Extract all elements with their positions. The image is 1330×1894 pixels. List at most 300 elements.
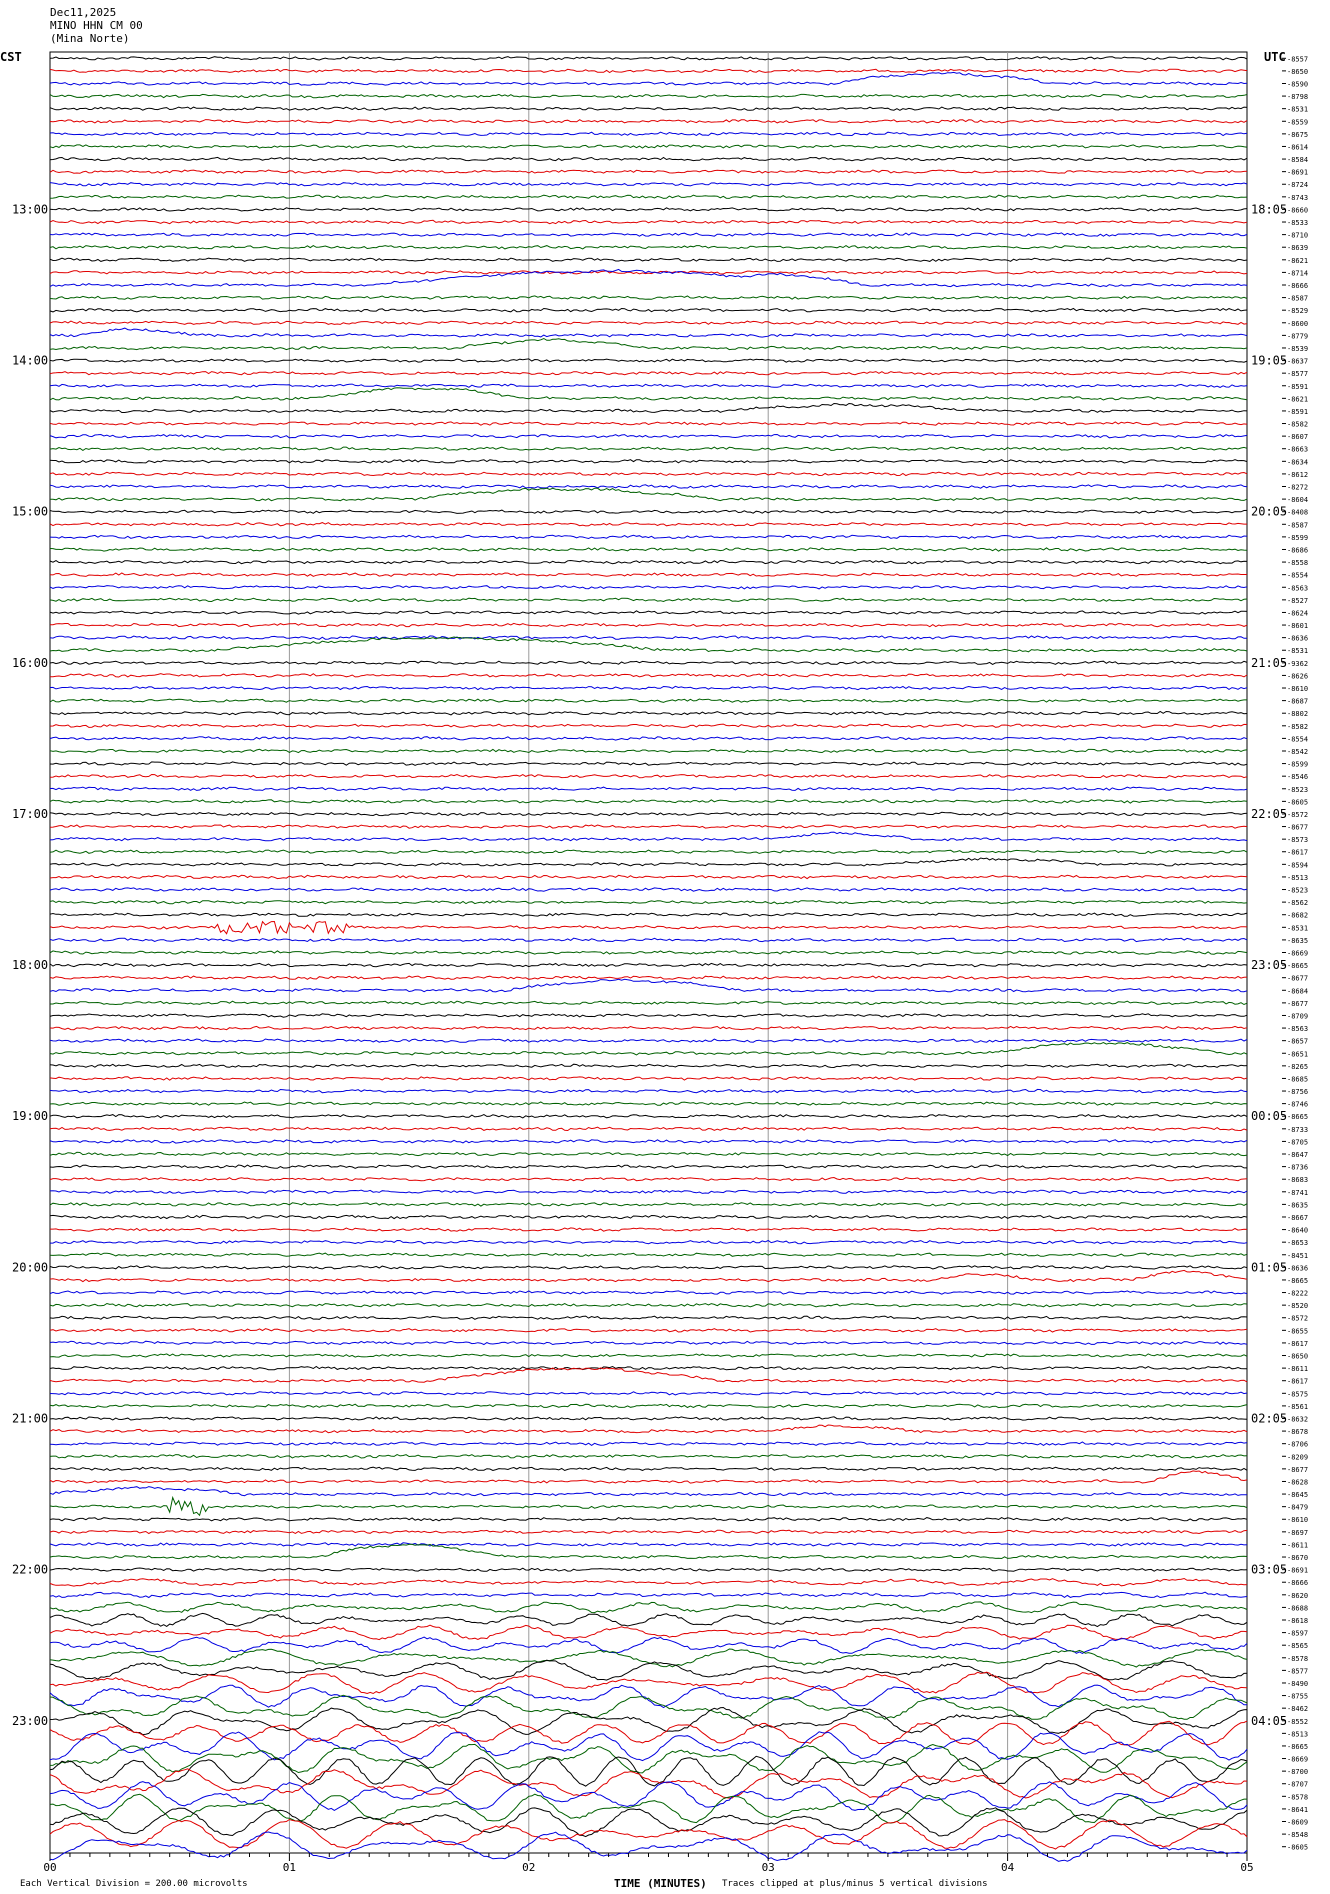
line-value-label: -8617 [1287, 848, 1309, 857]
utc-hour-label: 02:05 [1251, 1411, 1288, 1426]
line-value-label: -8647 [1287, 1151, 1309, 1160]
trace-line [50, 460, 1247, 463]
trace-line [50, 963, 1247, 966]
cst-hour-label: 16:00 [12, 655, 49, 670]
trace-line [50, 1077, 1247, 1080]
trace-line [50, 1613, 1247, 1626]
line-value-label: -8798 [1287, 93, 1309, 102]
trace-line [50, 775, 1247, 778]
line-value-label: -8451 [1287, 1251, 1309, 1260]
trace-line [50, 1014, 1247, 1017]
cst-hour-label: 22:00 [12, 1562, 49, 1577]
line-value-label: -8617 [1287, 1339, 1309, 1348]
trace-line [50, 107, 1247, 110]
line-value-label: -8677 [1287, 823, 1309, 832]
line-value-label: -8714 [1287, 269, 1309, 278]
clip-note: Traces clipped at plus/minus 5 vertical divisions [722, 1879, 988, 1889]
line-value-label: -8578 [1287, 1793, 1309, 1802]
trace-line [50, 888, 1247, 891]
line-value-label: -8677 [1287, 974, 1309, 983]
line-value-label: -8577 [1287, 370, 1309, 379]
line-value-label: -8635 [1287, 936, 1309, 945]
utc-hour-label: 01:05 [1251, 1260, 1288, 1275]
utc-hour-label: 20:05 [1251, 504, 1288, 519]
line-value-label: -8756 [1287, 1088, 1309, 1097]
trace-line [50, 976, 1247, 979]
trace-line [50, 170, 1247, 173]
trace-line [50, 1043, 1247, 1055]
trace-line [50, 1304, 1247, 1307]
line-value-label: -8621 [1287, 256, 1309, 265]
line-value-label: -8597 [1287, 1629, 1309, 1638]
trace-line [50, 1625, 1247, 1639]
line-value-label: -8600 [1287, 319, 1309, 328]
line-value-label: -8520 [1287, 1302, 1309, 1311]
trace-line [50, 1368, 1247, 1382]
line-value-label: -8665 [1287, 1276, 1309, 1285]
trace-line [50, 1530, 1247, 1533]
trace-line [50, 339, 1247, 350]
line-value-label: -8665 [1287, 1742, 1309, 1751]
trace-line [50, 1744, 1247, 1773]
line-value-label: -8624 [1287, 609, 1309, 618]
trace-line [50, 787, 1247, 790]
trace-line [50, 1127, 1247, 1130]
line-value-label: -8408 [1287, 508, 1309, 517]
trace-line [50, 875, 1247, 878]
trace-line [50, 1756, 1247, 1786]
trace-line [50, 1543, 1247, 1546]
trace-line [50, 858, 1247, 866]
trace-line [50, 258, 1247, 261]
line-value-label: -8707 [1287, 1780, 1309, 1789]
trace-line [50, 523, 1247, 526]
cst-hour-label: 19:00 [12, 1109, 49, 1124]
line-value-label: -8670 [1287, 1554, 1309, 1563]
trace-line [50, 737, 1247, 740]
trace-line [50, 548, 1247, 551]
cst-hour-label: 20:00 [12, 1260, 49, 1275]
line-value-label: -8675 [1287, 130, 1309, 139]
line-value-label: -8575 [1287, 1390, 1309, 1399]
line-value-label: -8700 [1287, 1768, 1309, 1777]
line-value-label: -8587 [1287, 521, 1309, 530]
trace-line [50, 1001, 1247, 1004]
cst-hour-label: 13:00 [12, 202, 49, 217]
trace-line [50, 57, 1247, 60]
trace-line [50, 472, 1247, 475]
line-value-label: -8685 [1287, 1075, 1309, 1084]
trace-line [50, 1089, 1247, 1092]
scale-note: Each Vertical Division = 200.00 microvolts [20, 1879, 248, 1889]
trace-line [50, 1165, 1247, 1168]
trace-line [50, 535, 1247, 538]
utc-hour-label: 21:05 [1251, 655, 1288, 670]
line-value-label: -8677 [1287, 1465, 1309, 1474]
line-value-label: -8632 [1287, 1415, 1309, 1424]
trace-line [50, 951, 1247, 954]
line-value-label: -8669 [1287, 949, 1309, 958]
trace-line [50, 1518, 1247, 1521]
line-value-label: -8609 [1287, 1818, 1309, 1827]
line-value-label: -8513 [1287, 873, 1309, 882]
trace-line [50, 1732, 1247, 1761]
trace-line [50, 1266, 1247, 1269]
line-value-label: -8605 [1287, 1843, 1309, 1852]
trace-line [50, 1102, 1247, 1105]
trace-line [50, 1270, 1247, 1281]
trace-line [50, 246, 1247, 249]
line-value-label: -8572 [1287, 1314, 1309, 1323]
line-value-label: -8620 [1287, 1591, 1309, 1600]
trace-line [50, 1115, 1247, 1118]
line-value-label: -8746 [1287, 1100, 1309, 1109]
line-value-label: -8531 [1287, 105, 1309, 114]
line-value-label: -8683 [1287, 1176, 1309, 1185]
line-value-label: -8706 [1287, 1440, 1309, 1449]
trace-line [50, 979, 1247, 992]
cst-hour-label: 15:00 [12, 504, 49, 519]
line-value-label: -8677 [1287, 999, 1309, 1008]
line-value-label: -8561 [1287, 1402, 1309, 1411]
line-value-label: -8653 [1287, 1239, 1309, 1248]
line-value-label: -8657 [1287, 1037, 1309, 1046]
trace-line [50, 1649, 1247, 1667]
line-value-label: -8610 [1287, 685, 1309, 694]
line-value-label: -8531 [1287, 924, 1309, 933]
trace-line [50, 749, 1247, 752]
x-tick-label: 05 [1240, 1861, 1254, 1874]
trace-line [50, 1253, 1247, 1256]
line-value-label: -8563 [1287, 584, 1309, 593]
line-value-label: -8557 [1287, 55, 1309, 64]
line-value-label: -8755 [1287, 1692, 1309, 1701]
trace-line [50, 72, 1247, 85]
line-value-label: -8650 [1287, 1352, 1309, 1361]
trace-line [50, 699, 1247, 702]
trace-line [50, 183, 1247, 186]
trace-line [50, 1228, 1247, 1231]
line-value-label: -8626 [1287, 672, 1309, 681]
trace-line [50, 233, 1247, 236]
trace-line [50, 1794, 1247, 1823]
line-value-label: -8743 [1287, 193, 1309, 202]
line-value-label: -8636 [1287, 1264, 1309, 1273]
trace-line [50, 1672, 1247, 1693]
trace-line [50, 1392, 1247, 1395]
line-value-label: -8599 [1287, 760, 1309, 769]
line-value-label: -8587 [1287, 294, 1309, 303]
trace-line [50, 1498, 1247, 1516]
line-value-label: -8559 [1287, 118, 1309, 127]
line-value-label: -8666 [1287, 281, 1309, 290]
line-value-label: -8479 [1287, 1503, 1309, 1512]
trace-line [50, 1685, 1247, 1707]
line-value-label: -8636 [1287, 634, 1309, 643]
line-value-label: -8272 [1287, 483, 1309, 492]
trace-line [50, 913, 1247, 916]
trace-line [50, 712, 1247, 715]
location-label: (Mina Norte) [50, 32, 130, 45]
line-value-label: -8558 [1287, 559, 1309, 568]
cst-hour-label: 14:00 [12, 353, 49, 368]
trace-line [50, 1404, 1247, 1407]
trace-line [50, 1568, 1247, 1571]
line-value-label: -8691 [1287, 168, 1309, 177]
trace-line [50, 1140, 1247, 1143]
x-tick-label: 04 [1000, 1861, 1015, 1874]
trace-line [50, 1592, 1247, 1597]
line-value-label: -8667 [1287, 1213, 1309, 1222]
trace-line [50, 120, 1247, 123]
trace-line [50, 94, 1247, 97]
cst-hour-label: 18:00 [12, 958, 49, 973]
line-value-label: -8666 [1287, 1579, 1309, 1588]
trace-line [50, 686, 1247, 689]
trace-line [50, 800, 1247, 803]
trace-line [50, 384, 1247, 387]
trace-line [50, 623, 1247, 626]
trace-line [50, 157, 1247, 160]
trace-line [50, 1544, 1247, 1558]
trace-line [50, 145, 1247, 148]
trace-line [50, 938, 1247, 941]
trace-line [50, 309, 1247, 312]
line-value-label: -8531 [1287, 647, 1309, 656]
line-value-label: -8594 [1287, 861, 1309, 870]
trace-line [50, 510, 1247, 513]
trace-line [50, 435, 1247, 438]
line-value-label: -8605 [1287, 798, 1309, 807]
trace-line [50, 901, 1247, 904]
trace-line [50, 404, 1247, 413]
line-value-label: -8562 [1287, 899, 1309, 908]
trace-line [50, 208, 1247, 211]
line-value-label: -8610 [1287, 1516, 1309, 1525]
trace-line [50, 1178, 1247, 1181]
trace-line [50, 1241, 1247, 1244]
utc-hour-label: 22:05 [1251, 806, 1288, 821]
utc-hour-label: 03:05 [1251, 1562, 1288, 1577]
trace-line [50, 372, 1247, 375]
trace-line [50, 1291, 1247, 1294]
trace-line [50, 1579, 1247, 1587]
line-value-label: -8709 [1287, 1012, 1309, 1021]
trace-line [50, 1417, 1247, 1420]
trace-line [50, 573, 1247, 576]
line-value-label: -8640 [1287, 1226, 1309, 1235]
line-value-label: -8542 [1287, 747, 1309, 756]
line-value-label: -8222 [1287, 1289, 1309, 1298]
trace-line [50, 359, 1247, 362]
trace-line [50, 132, 1247, 135]
line-value-label: -8618 [1287, 1617, 1309, 1626]
line-value-label: -8651 [1287, 1050, 1309, 1059]
line-value-label: -8614 [1287, 143, 1309, 152]
trace-line [50, 220, 1247, 223]
line-value-label: -8563 [1287, 1025, 1309, 1034]
line-value-label: -8645 [1287, 1491, 1309, 1500]
line-value-label: -8655 [1287, 1327, 1309, 1336]
line-value-label: -8710 [1287, 231, 1309, 240]
line-value-label: -8639 [1287, 244, 1309, 253]
trace-line [50, 1455, 1247, 1458]
trace-line [50, 1190, 1247, 1193]
date-label: Dec11,2025 [50, 6, 117, 19]
utc-hour-label: 19:05 [1251, 353, 1288, 368]
line-value-label: -8650 [1287, 67, 1309, 76]
trace-line [50, 422, 1247, 425]
line-value-label: -8565 [1287, 1642, 1309, 1651]
cst-hour-label: 17:00 [12, 806, 49, 821]
trace-line [50, 762, 1247, 765]
line-value-label: -8687 [1287, 697, 1309, 706]
line-value-label: -8691 [1287, 1566, 1309, 1575]
x-tick-label: 01 [282, 1861, 297, 1874]
trace-line [50, 598, 1247, 601]
line-value-label: -8628 [1287, 1478, 1309, 1487]
line-value-label: -8604 [1287, 496, 1309, 505]
line-value-label: -8554 [1287, 571, 1309, 580]
trace-line [50, 296, 1247, 299]
trace-line [50, 1064, 1247, 1067]
line-value-label: -8736 [1287, 1163, 1309, 1172]
trace-line [50, 195, 1247, 198]
trace-line [50, 611, 1247, 614]
line-value-label: -8741 [1287, 1188, 1309, 1197]
trace-line [50, 661, 1247, 664]
cst-hour-label: 21:00 [12, 1411, 49, 1426]
trace-line [50, 69, 1247, 72]
trace-line [50, 1354, 1247, 1357]
line-value-label: -8554 [1287, 735, 1309, 744]
trace-line [50, 1329, 1247, 1332]
trace-line [50, 1808, 1247, 1837]
line-value-label: -8546 [1287, 773, 1309, 782]
left-timezone-label: CST [0, 50, 22, 64]
x-tick-label: 00 [43, 1861, 57, 1874]
trace-line [50, 1425, 1247, 1433]
line-value-label: -8539 [1287, 344, 1309, 353]
cst-hour-label: 23:00 [12, 1713, 49, 1728]
trace-line [50, 1316, 1247, 1319]
trace-line [50, 1152, 1247, 1155]
line-value-label: -8621 [1287, 395, 1309, 404]
trace-line [50, 561, 1247, 564]
trace-line [50, 850, 1247, 853]
line-value-label: -8635 [1287, 1201, 1309, 1210]
line-value-label: -8599 [1287, 533, 1309, 542]
line-value-label: -8584 [1287, 156, 1309, 165]
line-value-label: -8611 [1287, 1541, 1309, 1550]
station-label: MINO HHN CM 00 [50, 19, 143, 32]
trace-line [50, 825, 1247, 828]
trace-line [50, 1367, 1247, 1370]
line-value-label: -8705 [1287, 1138, 1309, 1147]
trace-line [50, 1695, 1247, 1719]
utc-hour-label: 18:05 [1251, 202, 1288, 217]
line-value-label: -8552 [1287, 1717, 1309, 1726]
trace-line [50, 812, 1247, 815]
trace-line [50, 1026, 1247, 1029]
line-value-label: -8582 [1287, 420, 1309, 429]
trace-line [50, 922, 1247, 934]
line-value-label: -8209 [1287, 1453, 1309, 1462]
line-value-label: -8663 [1287, 445, 1309, 454]
line-value-label: -8802 [1287, 710, 1309, 719]
trace-line [50, 1039, 1247, 1042]
trace-line [50, 1203, 1247, 1206]
trace-line [50, 1820, 1247, 1850]
utc-hour-label: 00:05 [1251, 1109, 1288, 1124]
x-tick-label: 03 [761, 1861, 775, 1874]
line-value-label: -8641 [1287, 1805, 1309, 1814]
trace-line [50, 1341, 1247, 1344]
trace-line [50, 388, 1247, 400]
line-value-label: -8724 [1287, 181, 1309, 190]
line-value-label: -8582 [1287, 722, 1309, 731]
trace-line [50, 321, 1247, 324]
trace-line [50, 832, 1247, 841]
trace-line [50, 1467, 1247, 1470]
trace-line [50, 1487, 1247, 1496]
trace-line [50, 485, 1247, 488]
trace-line [50, 1215, 1247, 1218]
line-value-label: -8523 [1287, 785, 1309, 794]
line-value-label: -8684 [1287, 987, 1309, 996]
trace-line [50, 447, 1247, 450]
trace-line [50, 674, 1247, 677]
line-value-label: -8265 [1287, 1062, 1309, 1071]
line-value-label: -8577 [1287, 1667, 1309, 1676]
line-value-label: -8591 [1287, 382, 1309, 391]
line-value-label: -8529 [1287, 307, 1309, 316]
line-value-label: -8665 [1287, 1113, 1309, 1122]
utc-hour-label: 23:05 [1251, 958, 1288, 973]
line-value-label: -8682 [1287, 911, 1309, 920]
trace-line [50, 1602, 1247, 1613]
line-value-label: -8678 [1287, 1428, 1309, 1437]
x-axis-title: TIME (MINUTES) [614, 1877, 707, 1890]
line-value-label: -9362 [1287, 659, 1309, 668]
line-value-label: -8607 [1287, 433, 1309, 442]
right-timezone-label: UTC [1264, 50, 1286, 64]
line-value-label: -8523 [1287, 886, 1309, 895]
line-value-label: -8572 [1287, 810, 1309, 819]
line-value-label: -8665 [1287, 962, 1309, 971]
line-value-label: -8601 [1287, 622, 1309, 631]
line-value-label: -8490 [1287, 1679, 1309, 1688]
trace-line [50, 586, 1247, 589]
line-value-label: -8591 [1287, 407, 1309, 416]
trace-line [50, 488, 1247, 501]
line-value-label: -8669 [1287, 1755, 1309, 1764]
trace-line [50, 724, 1247, 727]
line-value-label: -8533 [1287, 219, 1309, 228]
line-value-label: -8578 [1287, 1654, 1309, 1663]
line-value-label: -8573 [1287, 836, 1309, 845]
line-value-label: -8527 [1287, 596, 1309, 605]
line-value-label: -8513 [1287, 1730, 1309, 1739]
line-value-label: -8686 [1287, 546, 1309, 555]
line-value-label: -8637 [1287, 357, 1309, 366]
line-value-label: -8548 [1287, 1831, 1309, 1840]
trace-line [50, 328, 1247, 337]
line-value-label: -8688 [1287, 1604, 1309, 1613]
line-value-label: -8617 [1287, 1377, 1309, 1386]
trace-line [50, 1442, 1247, 1445]
line-value-label: -8660 [1287, 206, 1309, 215]
